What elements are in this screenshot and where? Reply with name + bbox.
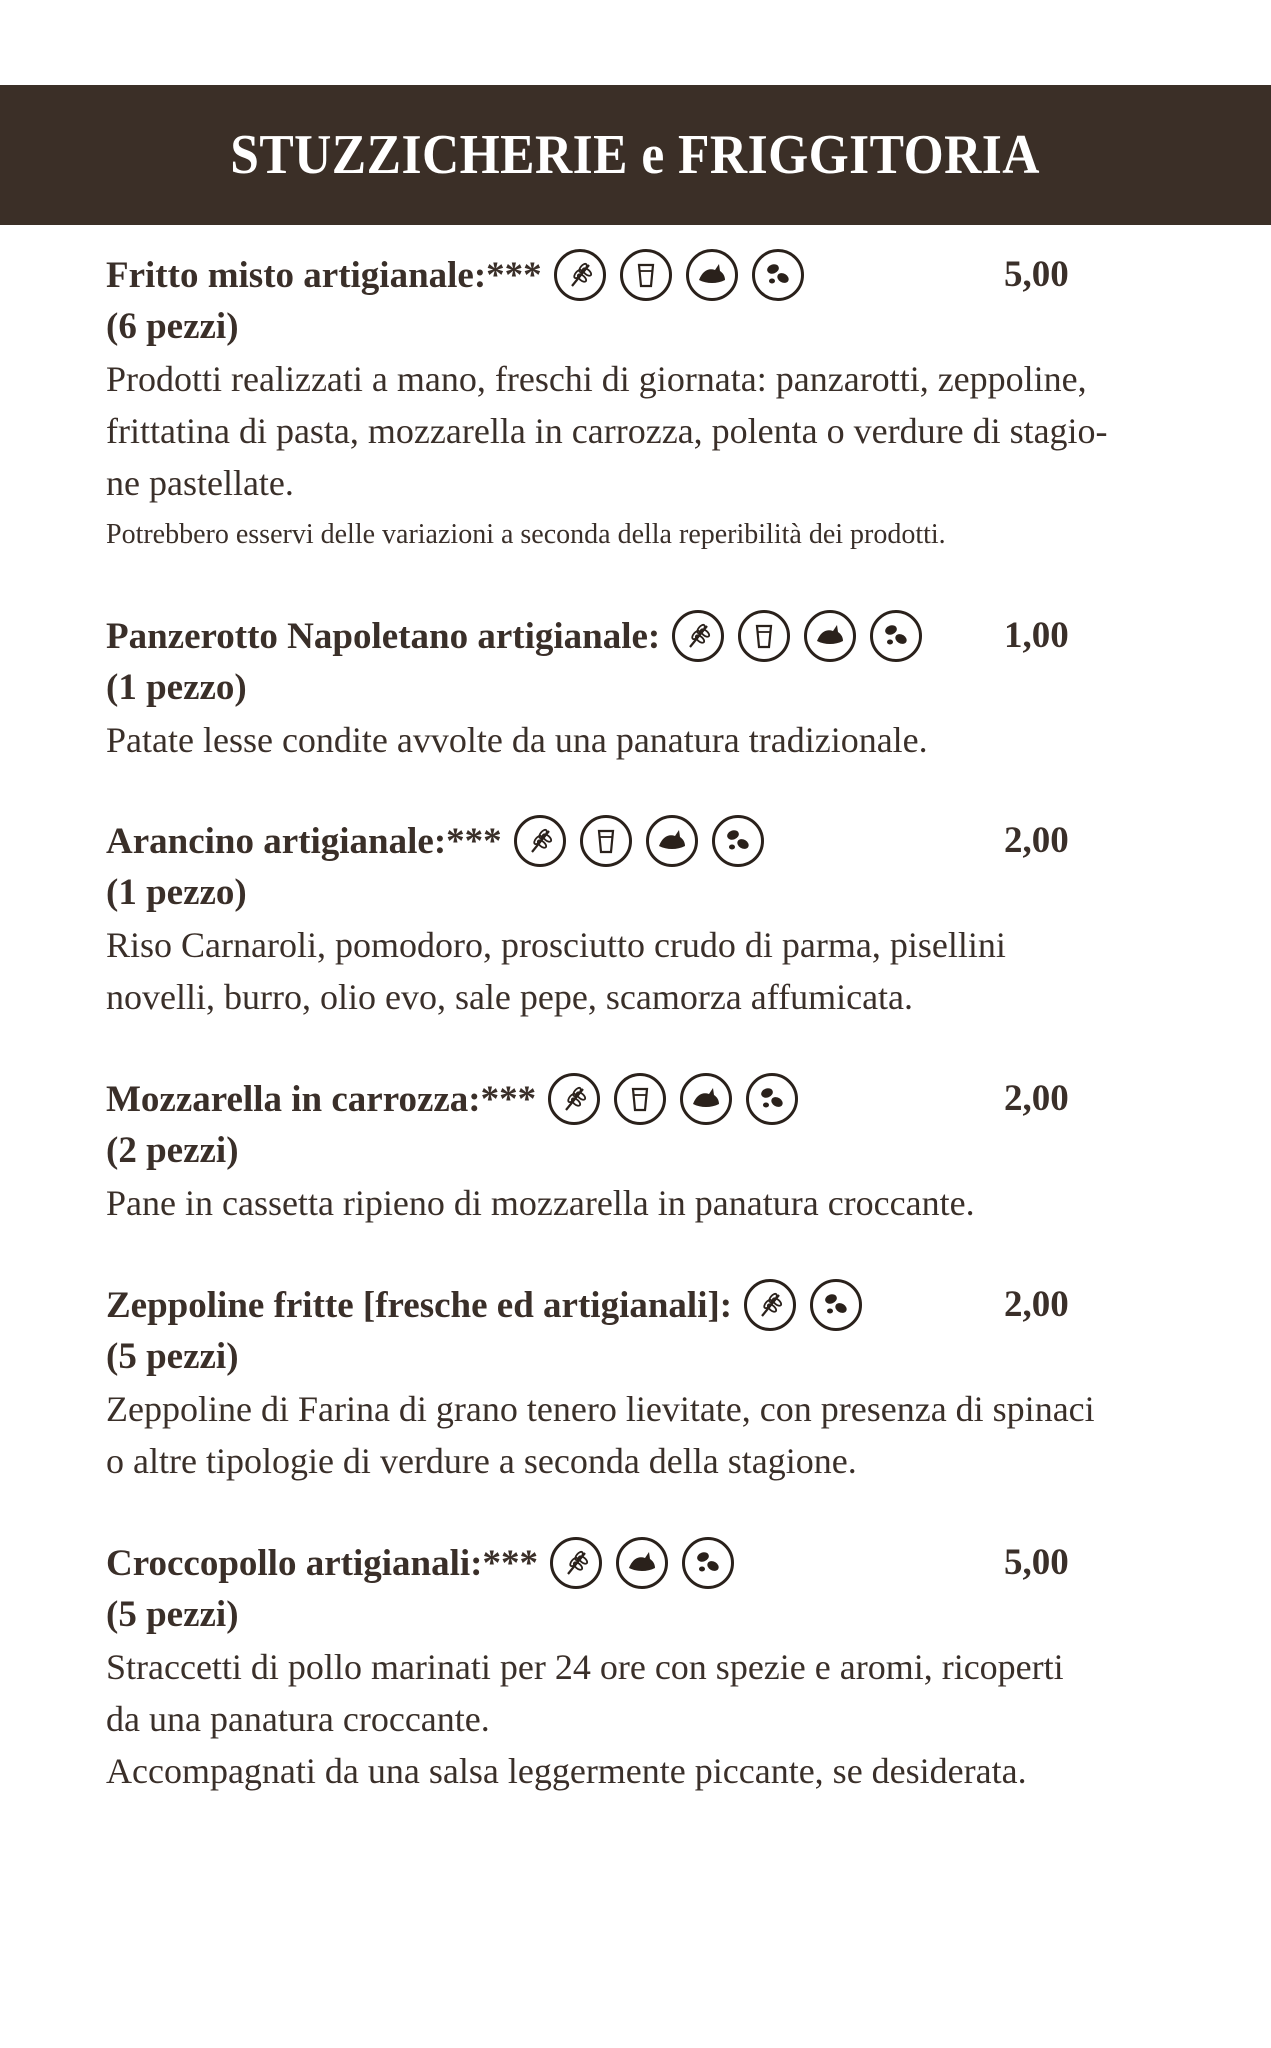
item-title-row <box>106 249 1166 301</box>
peanut-icon <box>712 815 764 867</box>
item-name: Fritto misto artigianale:*** <box>106 254 542 296</box>
fish-icon <box>804 610 856 662</box>
menu-item-croccopollo <box>106 1537 1166 1797</box>
item-price: 2,00 <box>1004 820 1069 861</box>
allergen-icons <box>744 1279 876 1331</box>
item-quantity: (1 pezzo) <box>106 872 247 913</box>
allergen-icons <box>550 1537 748 1589</box>
item-price: 5,00 <box>1004 1542 1069 1583</box>
item-quantity: (2 pezzi) <box>106 1130 239 1171</box>
menu-item-mozzarella-carrozza <box>106 1073 1166 1229</box>
item-description-line: da una panatura croccante. <box>106 1699 490 1739</box>
gluten-icon <box>554 249 606 301</box>
item-description-line: frittatina di pasta, mozzarella in carrozza, polenta o verdure di stagio- <box>106 411 1108 451</box>
item-price: 2,00 <box>1004 1078 1069 1119</box>
menu-item-arancino <box>106 815 1166 1023</box>
peanut-icon <box>752 249 804 301</box>
item-quantity: (1 pezzo) <box>106 667 247 708</box>
milk-icon <box>738 610 790 662</box>
item-quantity: (5 pezzi) <box>106 1336 239 1377</box>
item-description-line: Zeppoline di Farina di grano tenero lievitate, con presenza di spinaci <box>106 1389 1095 1429</box>
item-title-row <box>106 1279 1166 1331</box>
menu-item-panzerotto <box>106 610 1166 766</box>
fish-icon <box>680 1073 732 1125</box>
section-title: STUZZICHERIE e FRIGGITORIA <box>230 124 1041 186</box>
section-banner <box>0 85 1271 225</box>
item-description-line: novelli, burro, olio evo, sale pepe, scamorza affumicata. <box>106 977 914 1017</box>
menu-item-zeppoline <box>106 1279 1166 1487</box>
gluten-icon <box>672 610 724 662</box>
gluten-icon <box>744 1279 796 1331</box>
peanut-icon <box>870 610 922 662</box>
item-name: Mozzarella in carrozza:*** <box>106 1078 537 1120</box>
item-description-line: Riso Carnaroli, pomodoro, prosciutto crudo di parma, pisellini <box>106 925 1006 965</box>
item-price: 5,00 <box>1004 254 1069 295</box>
allergen-icons <box>672 610 936 662</box>
item-title-row <box>106 1537 1166 1589</box>
gluten-icon <box>548 1073 600 1125</box>
fish-icon <box>646 815 698 867</box>
item-quantity: (6 pezzi) <box>106 306 239 347</box>
item-name: Croccopollo artigianali:*** <box>106 1542 538 1584</box>
milk-icon <box>580 815 632 867</box>
item-note: Potrebbero esservi delle variazioni a seconda della reperibilità dei prodotti. <box>106 519 946 550</box>
item-title-row <box>106 610 1166 662</box>
allergen-icons <box>548 1073 812 1125</box>
item-name: Zeppoline fritte [fresche ed artigianali]: <box>106 1284 733 1326</box>
peanut-icon <box>746 1073 798 1125</box>
item-title-row <box>106 1073 1166 1125</box>
item-price: 2,00 <box>1004 1284 1069 1325</box>
item-description-line: Accompagnati da una salsa leggermente piccante, se desiderata. <box>106 1751 1027 1791</box>
item-price: 1,00 <box>1004 615 1069 656</box>
item-name: Arancino artigianale:*** <box>106 820 502 862</box>
gluten-icon <box>514 815 566 867</box>
milk-icon <box>620 249 672 301</box>
item-description-line: Straccetti di pollo marinati per 24 ore con spezie e aromi, ricoperti <box>106 1647 1064 1687</box>
item-description-line: o altre tipologie di verdure a seconda della stagione. <box>106 1441 857 1481</box>
gluten-icon <box>550 1537 602 1589</box>
item-description-line: Pane in cassetta ripieno di mozzarella in panatura croccante. <box>106 1183 975 1223</box>
item-description-line: ne pastellate. <box>106 463 294 503</box>
allergen-icons <box>514 815 778 867</box>
item-description-line: Patate lesse condite avvolte da una panatura tradizionale. <box>106 720 928 760</box>
item-quantity: (5 pezzi) <box>106 1594 239 1635</box>
menu-item-fritto-misto <box>106 249 1166 561</box>
peanut-icon <box>682 1537 734 1589</box>
item-description-line: Prodotti realizzati a mano, freschi di giornata: panzarotti, zeppoline, <box>106 359 1087 399</box>
fish-icon <box>686 249 738 301</box>
allergen-icons <box>554 249 818 301</box>
fish-icon <box>616 1537 668 1589</box>
item-title-row <box>106 815 1166 867</box>
milk-icon <box>614 1073 666 1125</box>
item-name: Panzerotto Napoletano artigianale: <box>106 615 661 657</box>
peanut-icon <box>810 1279 862 1331</box>
